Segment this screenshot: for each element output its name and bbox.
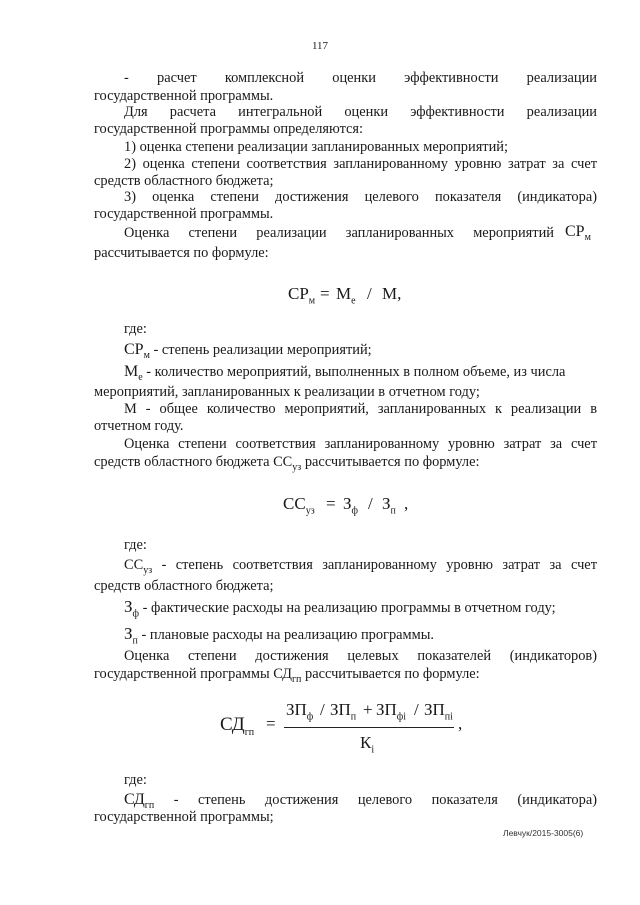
text-line: государственной программы; bbox=[94, 809, 274, 825]
document-footer-code: Левчук/2015-3005(6) bbox=[503, 828, 584, 838]
text-line: $СР_м$ - степень реализации мероприятий; bbox=[124, 341, 372, 362]
formula-symbol: $СР_м$ bbox=[565, 223, 591, 244]
text-line: - расчет комплексной оценки эффективности реализации bbox=[124, 70, 597, 86]
text-line: где: bbox=[124, 321, 147, 337]
text-line: средств областного бюджета; bbox=[94, 578, 274, 594]
text-line: Для расчета интегральной оценки эффективности реализации bbox=[124, 104, 597, 120]
text-line: государственной программы. bbox=[94, 88, 274, 104]
text-line: мероприятий, запланированных к реализации в отчетном году; bbox=[94, 384, 480, 400]
text-line: $З_ф$ - фактические расходы на реализацию программы в отчетном году; bbox=[124, 597, 556, 620]
text-line: $СС_{уз}$ - степень соответствия запланированному уровню затрат за счет bbox=[124, 557, 597, 576]
text-line: отчетном году. bbox=[94, 418, 184, 434]
text-line: $З_п$ - плановые расходы на реализацию программы. bbox=[124, 624, 435, 647]
text-line: средств областного бюджета $СС_{уз}$ рассчитывается по формуле: bbox=[94, 454, 480, 473]
text-line: Оценка степени достижения целевых показателей (индикаторов) bbox=[124, 648, 597, 664]
text-line: 3) оценка степени достижения целевого показателя (индикатора) bbox=[124, 189, 597, 205]
page-number: 117 bbox=[311, 40, 329, 52]
text-line: рассчитывается по формуле: bbox=[94, 245, 269, 261]
text-line: где: bbox=[124, 772, 147, 788]
text-line: государственной программы. bbox=[94, 206, 274, 222]
text-line: М - общее количество мероприятий, запланированных к реализации в bbox=[124, 401, 597, 417]
text-line: где: bbox=[124, 537, 147, 553]
text-line: государственной программы определяются: bbox=[94, 121, 364, 137]
text-line: средств областного бюджета; bbox=[94, 173, 274, 189]
text-line: $М_е$ - количество мероприятий, выполненных в полном объеме, из числа bbox=[124, 363, 566, 384]
text-line: 1) оценка степени реализации запланированных мероприятий; bbox=[124, 139, 509, 155]
text-line: Оценка степени реализации запланированных мероприятий bbox=[124, 225, 554, 241]
text-line: Оценка степени соответствия запланированному уровню затрат за счет bbox=[124, 436, 597, 452]
text-line: $СД_{гп}$ - степень достижения целевого показателя (индикатора) bbox=[124, 791, 597, 812]
text-line: государственной программы $СД_{гп}$ рассчитывается по формуле: bbox=[94, 666, 480, 685]
text-line: 2) оценка степени соответствия запланированному уровню затрат за счет bbox=[124, 156, 597, 172]
